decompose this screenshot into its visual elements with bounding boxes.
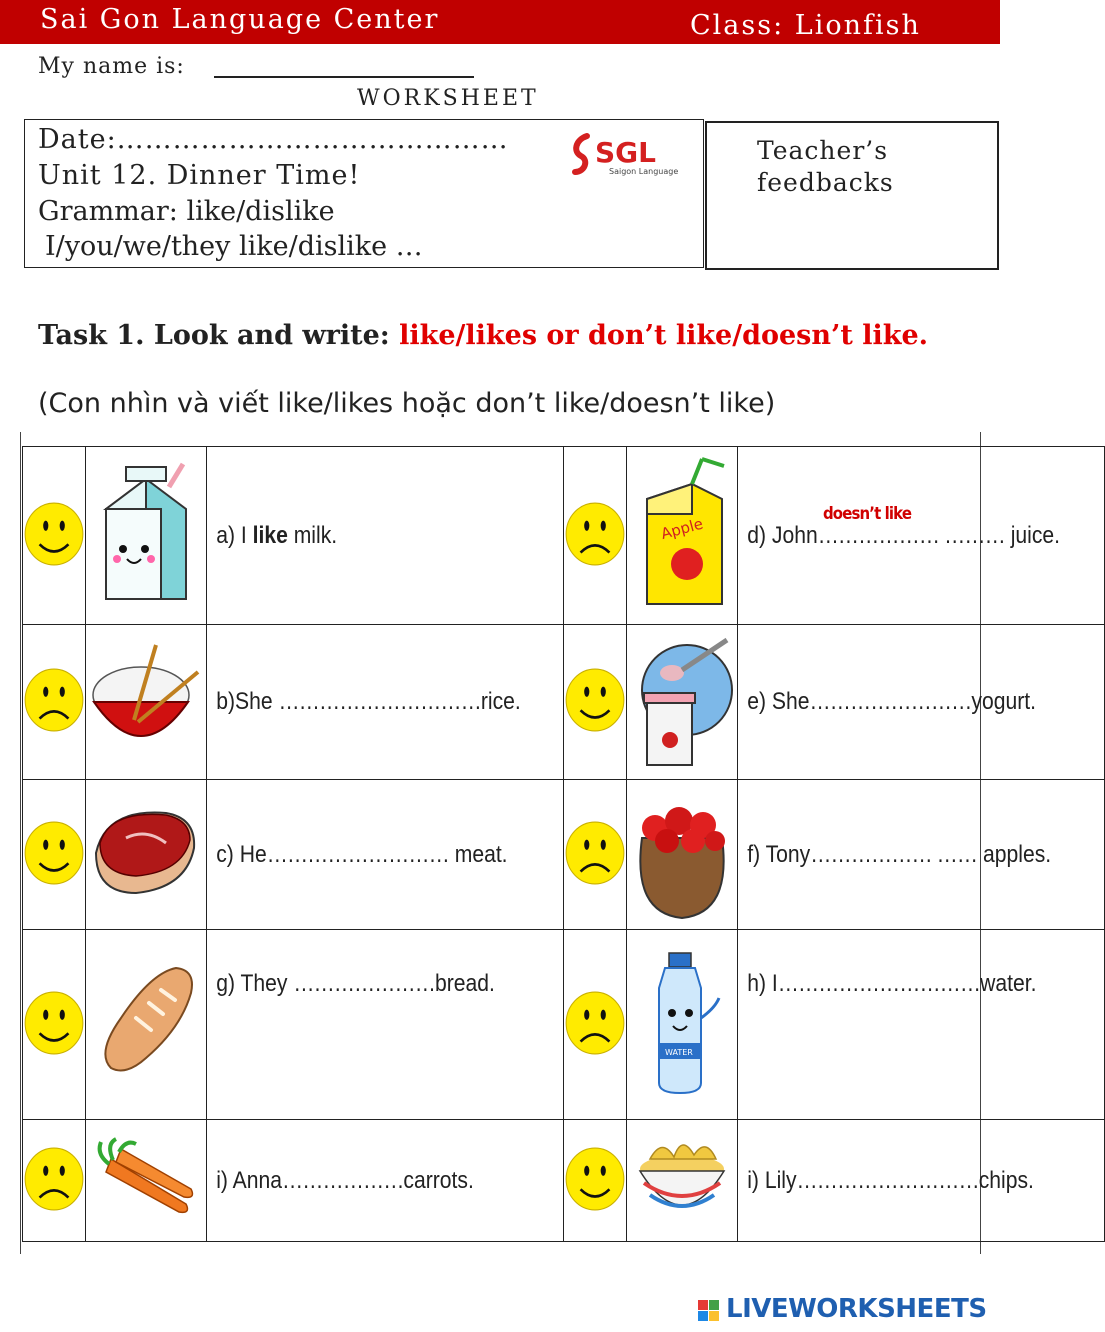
sentence-prefix: g) They [215,970,293,997]
blank-dots: ………………………… [277,688,481,715]
food-cell [86,780,207,930]
sentence-cell [207,447,521,625]
sentence-cell [738,625,1060,780]
answer-blank[interactable] [777,970,979,998]
grammar-line: Grammar: like/dislike [38,196,335,227]
sentence-cell [738,1120,1060,1242]
table-row [23,780,1105,930]
exercise-grid [22,446,1105,1242]
watermark-text: LIVEWORKSHEETS [726,1294,987,1324]
answer-blank[interactable] [817,503,1005,550]
answer-blank[interactable] [810,841,977,869]
sad-face-icon [564,871,626,890]
center-name: Sai Gon Language Center [40,4,440,35]
feedback-label: Teacher’s feedbacks [757,136,894,197]
task-title-prefix: Task 1. Look and write: [38,320,400,351]
food-cell [627,1120,738,1242]
face-cell [23,447,86,625]
sentence-suffix: water. [979,970,1037,997]
sentence-cell [738,780,1060,930]
sentence-suffix: apples. [976,840,1051,868]
blank-dots: ………………………… [777,970,980,997]
sentence-prefix: d) John [746,521,818,549]
name-field[interactable] [214,76,474,78]
sad-face-icon [23,1197,85,1216]
sentence-prefix: i) Anna [215,1166,282,1194]
sentence-suffix: juice. [1004,521,1060,549]
class-name: Class: Lionfish [690,10,921,41]
happy-face-icon [23,871,85,890]
sentence-prefix: c) He [215,840,267,868]
sentence-suffix: meat. [448,840,508,868]
sentence-cell [207,930,521,1120]
sad-face-icon [564,552,626,571]
info-box [24,119,704,268]
sentence-prefix: b)She [215,688,278,715]
sentence-prefix: a) I [215,521,253,549]
sentence-cell [738,930,1060,1120]
table-row [23,930,1105,1120]
logo-sub: Saigon Language [609,167,679,176]
answer-blank[interactable] [293,970,435,998]
food-cell [627,625,738,780]
table-row [23,447,1105,625]
face-cell [23,780,86,930]
task-subtitle: (Con nhìn và viết like/likes hoặc don’t like/doesn’t like) [38,388,776,419]
face-cell [564,780,627,930]
sentence-suffix: bread. [434,970,495,997]
sentence-suffix: yogurt. [970,688,1036,715]
feedback-box [705,121,999,270]
yogurt-icon [632,760,732,779]
task-title-highlight: like/likes or don’t like/doesn’t like. [399,320,929,351]
carrots-icon [91,1209,201,1228]
answer-blank[interactable] [266,841,448,869]
face-cell [564,447,627,625]
logo-text: SGL [595,136,656,169]
svg-text:WATER: WATER [665,1047,693,1057]
apples-sack-icon [627,908,737,927]
sentence-prefix: e) She [746,688,810,715]
blank-dots: ……………………… [796,1166,979,1194]
face-cell [23,930,86,1120]
sentence-prefix: h) I [746,970,778,997]
food-cell [86,930,207,1120]
happy-face-icon [564,718,626,737]
food-cell [86,625,207,780]
sentence-cell [207,1120,521,1242]
sad-face-icon [564,1041,626,1060]
name-label: My name is: [38,54,185,79]
food-cell [86,447,207,625]
apple-juice-box-icon [632,514,732,618]
sentence-prefix: i) Lily [746,1166,797,1194]
blank-dots: ……………… [281,1166,403,1194]
sentence-prefix: f) Tony [746,840,810,868]
face-cell [23,1120,86,1242]
face-cell [564,1120,627,1242]
answer-blank[interactable] [281,1167,402,1195]
food-cell [86,1120,207,1242]
table-left-border [20,432,21,1254]
sentence-suffix: milk. [287,521,337,549]
blank-dots: ……………………… [266,840,449,868]
face-cell [564,625,627,780]
face-cell [564,930,627,1120]
bread-icon [91,1073,201,1092]
answer-blank[interactable] [809,688,971,716]
meat-steak-icon [86,893,206,912]
exercise-table [20,432,1060,1254]
blank-dots: ……………… …… [809,840,977,868]
table-row [23,625,1105,780]
answer-blank[interactable] [278,688,480,716]
face-cell [23,625,86,780]
filled-answer: doesn’t like [822,503,911,524]
sentence-suffix: chips. [978,1166,1034,1194]
header-bar [0,0,1000,44]
blank-dots: …………………… [809,688,971,715]
happy-face-icon [23,552,85,571]
food-cell [627,447,738,625]
food-cell [627,930,738,1120]
food-cell [627,780,738,930]
sgl-logo-icon [569,130,679,178]
blank-dots: ……………… ……… [817,521,1005,549]
sentence-suffix: carrots. [402,1166,474,1194]
task-title [38,318,938,354]
happy-face-icon [23,1041,85,1060]
pattern-line: I/you/we/they like/dislike … [45,231,423,262]
sentence-cell [207,625,521,780]
chips-bowl-icon [632,1214,732,1233]
sentence-cell [738,447,1060,625]
example-answer: like [252,521,288,549]
unit-line: Unit 12. Dinner Time! [38,160,361,191]
sentence-cell [207,780,521,930]
water-bottle-icon [637,1047,727,1102]
worksheet-title: WORKSHEET [357,86,539,111]
milk-carton-icon [91,594,201,613]
sentence-suffix: rice. [480,688,521,715]
answer-blank[interactable] [796,1167,978,1195]
sad-face-icon [23,718,85,737]
table-row [23,1120,1105,1242]
date-line: Date:…………………………………… [38,124,509,155]
rice-bowl-icon [86,745,206,764]
svg-text:Apple: Apple [659,514,706,543]
happy-face-icon [564,1197,626,1216]
blank-dots: ………………… [292,970,435,997]
